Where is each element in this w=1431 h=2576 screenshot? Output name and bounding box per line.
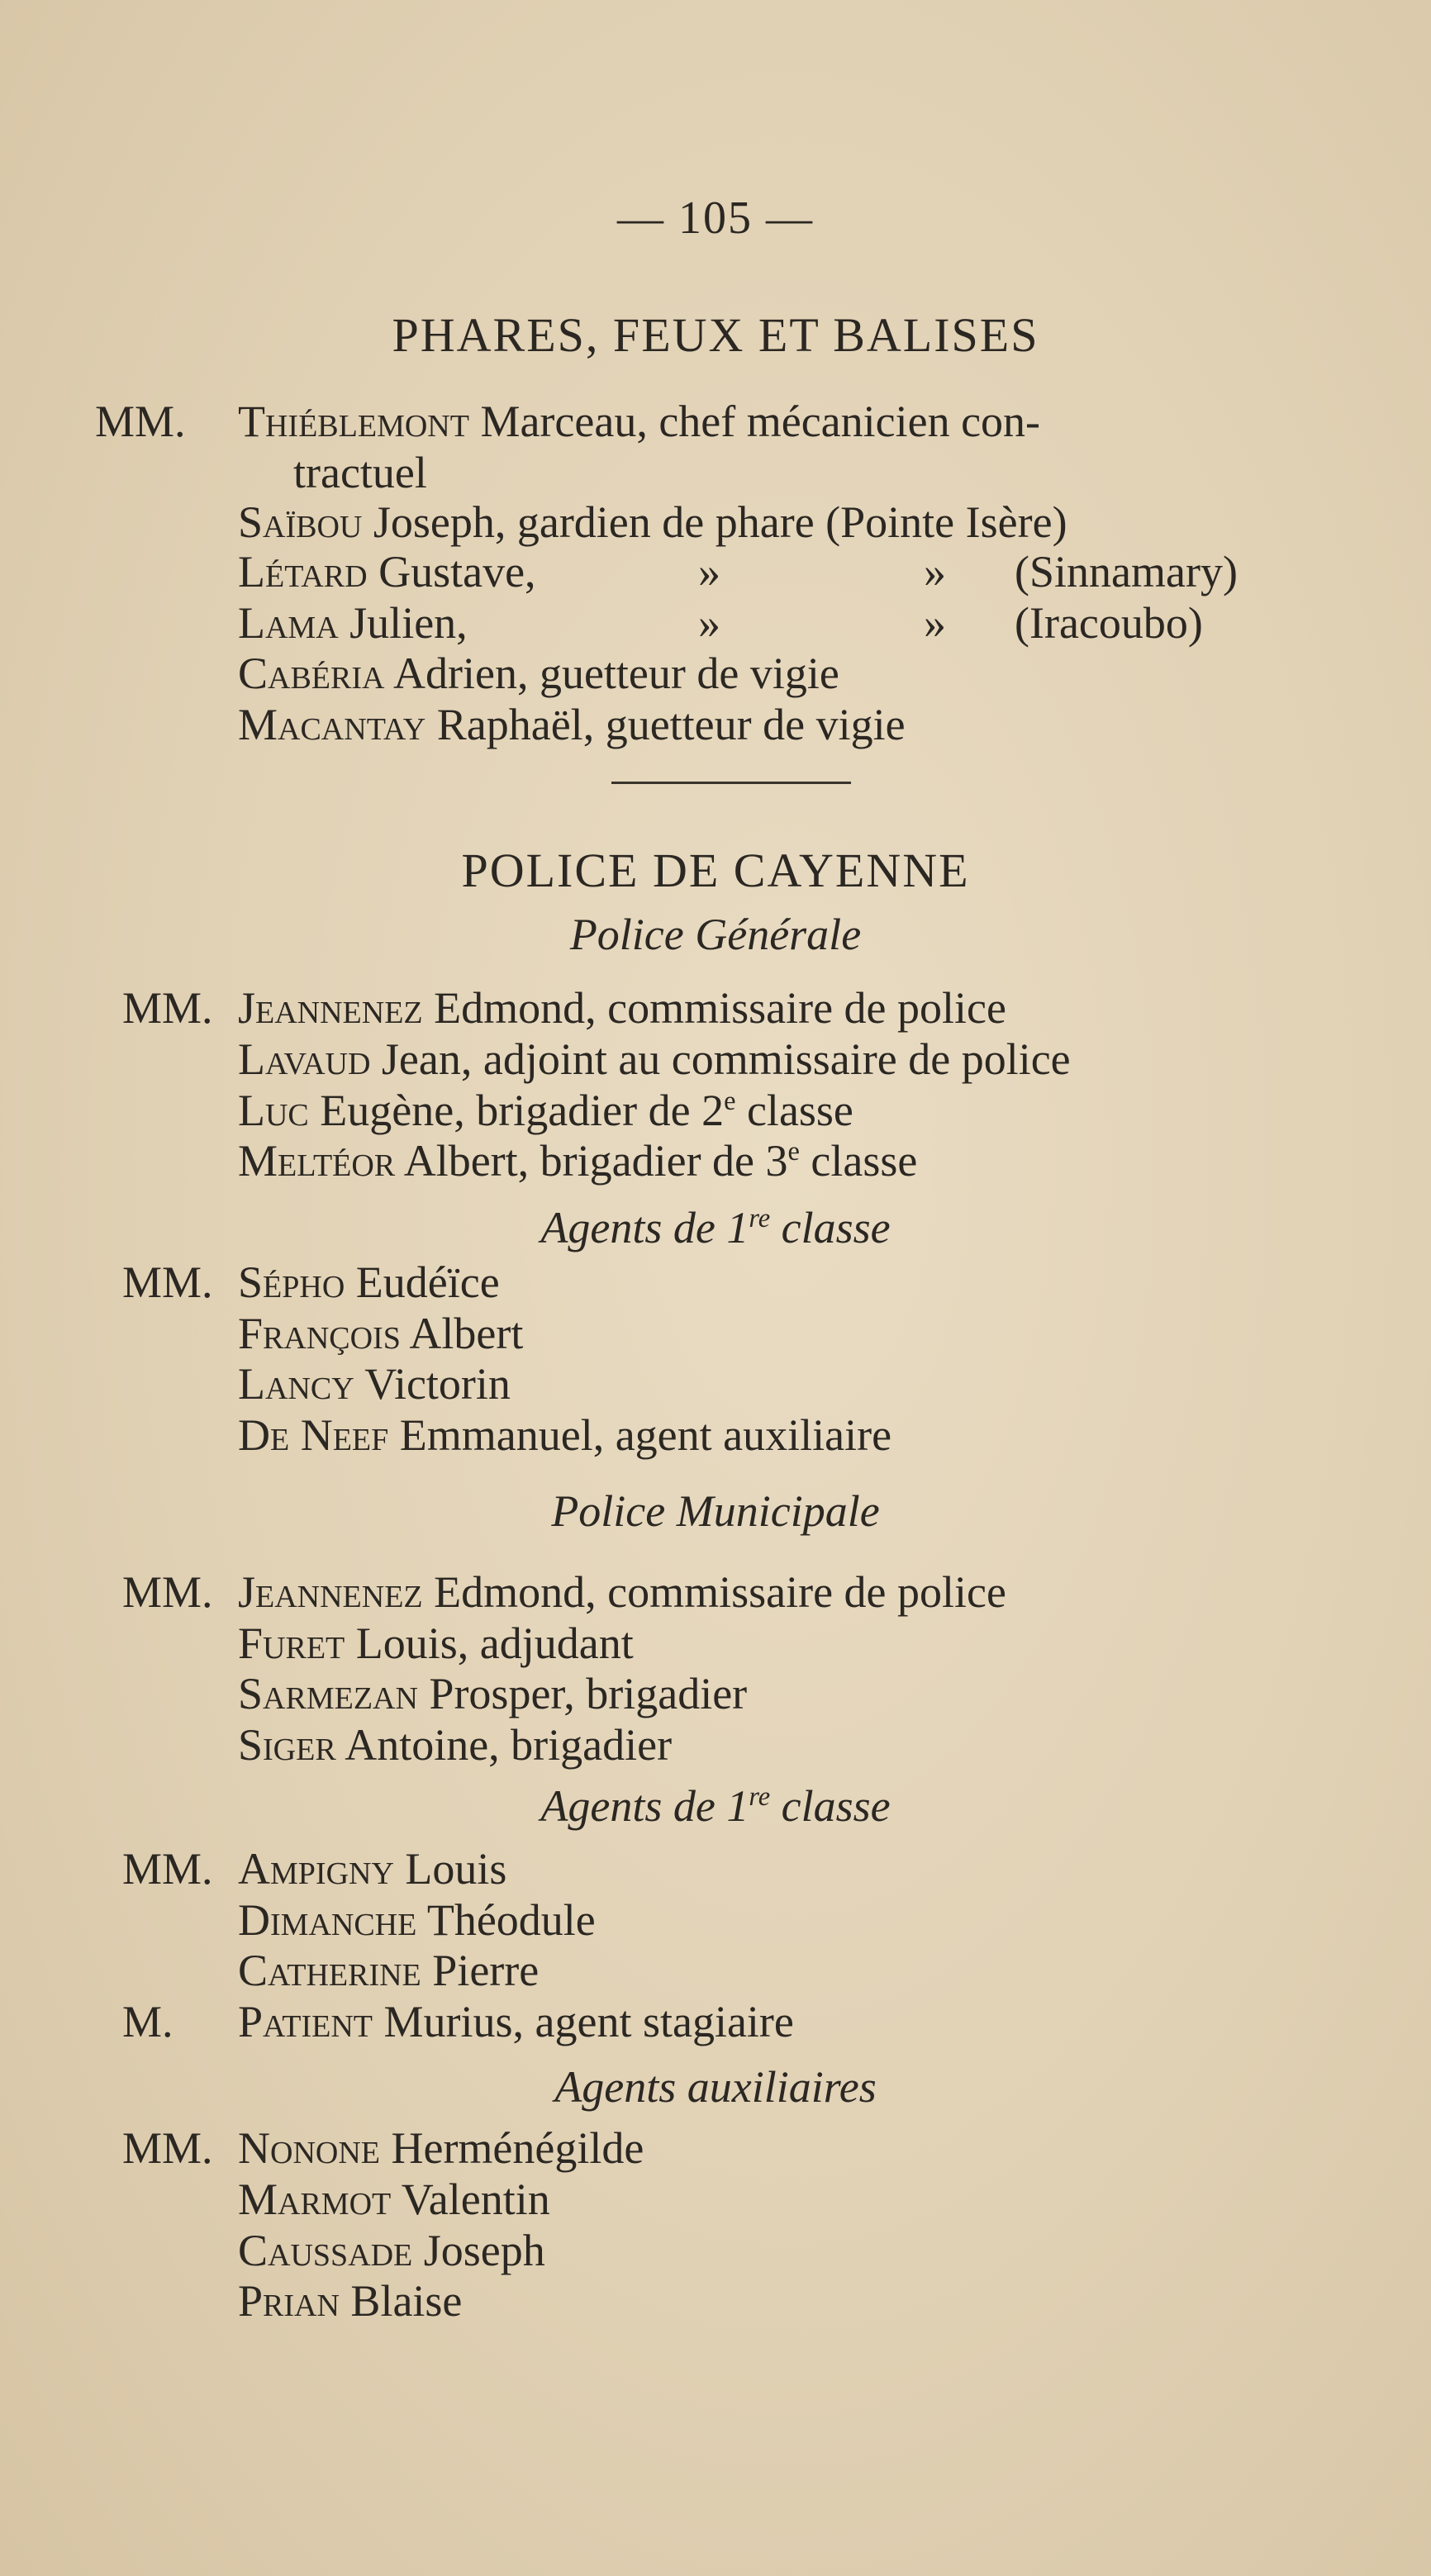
subsection-heading: Agents auxiliaires (554, 2062, 877, 2112)
subsection-heading: Agents de 1re classe (540, 1203, 891, 1252)
ditto-mark: » (698, 598, 720, 648)
entry-text: Caussade Joseph (238, 2226, 545, 2275)
entry-text: Sépho Eudéïce (238, 1257, 500, 1307)
honorific-prefix: M. (122, 1997, 174, 2046)
place-name: (Sinnamary) (1015, 547, 1238, 596)
entry-text: Jeannenez Edmond, commissaire de police (238, 1567, 1006, 1617)
entry-text: Ampigny Louis (238, 1844, 507, 1894)
entry-text: Sarmezan Prosper, brigadier (238, 1669, 748, 1718)
entry-text: Prian Blaise (238, 2276, 463, 2326)
honorific-prefix: MM. (122, 1257, 213, 1307)
entry-text: Nonone Herménégilde (238, 2123, 644, 2173)
subsection-heading: Police Générale (569, 910, 862, 959)
entry-text: Cabéria Adrien, guetteur de vigie (238, 649, 839, 698)
subsection-heading: Police Municipale (551, 1486, 880, 1536)
section-title-police: POLICE DE CAYENNE (461, 844, 970, 897)
ditto-mark: » (698, 547, 720, 596)
entry-text: Lancy Victorin (238, 1359, 511, 1409)
entry-text: Lavaud Jean, adjoint au commissaire de police (238, 1034, 1071, 1084)
entry-text: Furet Louis, adjudant (238, 1618, 634, 1668)
subsection-heading: Agents de 1re classe (540, 1781, 891, 1831)
entry-text: Saïbou Joseph, gardien de phare (Pointe Isère) (238, 497, 1067, 547)
entry-text: Catherine Pierre (238, 1946, 540, 1995)
entry-text: Patient Murius, agent stagiaire (238, 1997, 794, 2046)
entry-text: De Neef Emmanuel, agent auxiliaire (238, 1410, 892, 1460)
entry-text: Luc Eugène, brigadier de 2e classe (238, 1086, 853, 1135)
entry-text: Dimanche Théodule (238, 1895, 596, 1945)
honorific-prefix: MM. (122, 2123, 213, 2173)
ditto-mark: » (924, 598, 946, 648)
place-name: (Iracoubo) (1015, 598, 1203, 648)
ditto-mark: » (924, 547, 946, 596)
honorific-prefix: MM. (122, 1844, 213, 1894)
page-number: — 105 — (617, 192, 814, 244)
honorific-prefix: MM. (122, 1567, 213, 1617)
entry-text: Macantay Raphaël, guetteur de vigie (238, 700, 906, 749)
section-title-phares: PHARES, FEUX ET BALISES (392, 308, 1039, 362)
honorific-prefix: MM. (122, 983, 213, 1033)
entry-text: Siger Antoine, brigadier (238, 1720, 673, 1770)
honorific-prefix: MM. (95, 397, 186, 446)
entry-text: Jeannenez Edmond, commissaire de police (238, 983, 1006, 1033)
entry-text: Lama Julien, (238, 598, 468, 648)
entry-text: tractuel (293, 448, 427, 497)
entry-text: Marmot Valentin (238, 2174, 550, 2224)
section-divider (611, 782, 851, 784)
entry-text: Thiéblemont Marceau, chef mécanicien con- (238, 397, 1041, 446)
entry-text: Létard Gustave, (238, 547, 536, 596)
entry-text: François Albert (238, 1309, 524, 1358)
entry-text: Meltéor Albert, brigadier de 3e classe (238, 1136, 918, 1186)
